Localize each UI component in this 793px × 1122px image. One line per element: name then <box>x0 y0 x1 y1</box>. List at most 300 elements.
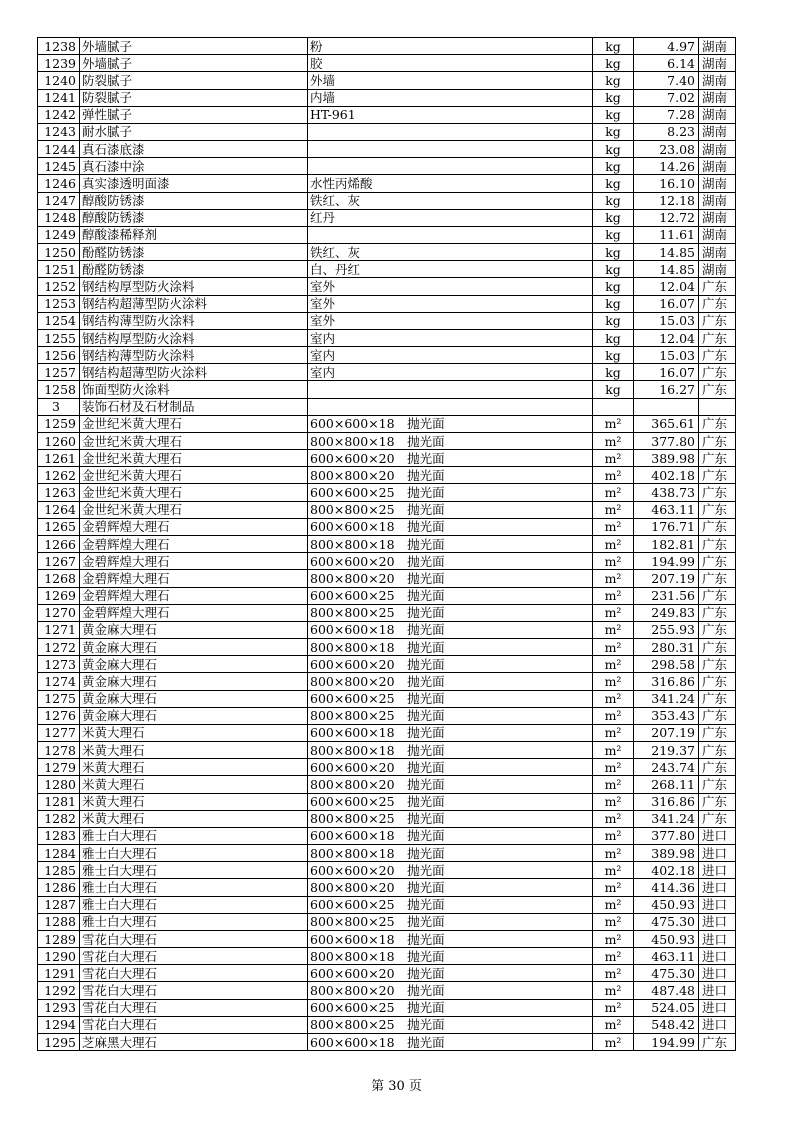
item-spec: 800×800×20 抛光面 <box>308 673 593 690</box>
item-region: 广东 <box>699 776 736 793</box>
item-name: 雪花白大理石 <box>80 999 308 1016</box>
table-row <box>38 535 736 552</box>
item-region: 进口 <box>699 827 736 844</box>
page-number: 第 30 页 <box>371 1079 422 1094</box>
item-name: 雅士白大理石 <box>80 845 308 862</box>
item-region: 进口 <box>699 1016 736 1033</box>
item-spec: 800×800×20 抛光面 <box>308 982 593 999</box>
item-name: 金世纪米黄大理石 <box>80 501 308 518</box>
table-row <box>38 175 736 192</box>
item-code: 1239 <box>38 55 80 72</box>
item-price: 316.86 <box>634 793 699 810</box>
table-row <box>38 244 736 261</box>
item-name: 金碧辉煌大理石 <box>80 518 308 535</box>
table-row <box>38 72 736 89</box>
item-price: 15.03 <box>634 347 699 364</box>
item-name: 雪花白大理石 <box>80 965 308 982</box>
item-code: 1281 <box>38 793 80 810</box>
table-row <box>38 570 736 587</box>
item-code: 1244 <box>38 141 80 158</box>
item-spec: 600×600×18 抛光面 <box>308 724 593 741</box>
item-unit: m² <box>593 896 634 913</box>
item-code: 1290 <box>38 948 80 965</box>
item-price: 487.48 <box>634 982 699 999</box>
item-code: 1261 <box>38 450 80 467</box>
item-price: 207.19 <box>634 570 699 587</box>
item-name: 黄金麻大理石 <box>80 656 308 673</box>
item-name: 黄金麻大理石 <box>80 707 308 724</box>
item-price: 14.26 <box>634 158 699 175</box>
item-name: 米黄大理石 <box>80 776 308 793</box>
item-code: 1252 <box>38 278 80 295</box>
item-unit: m² <box>593 913 634 930</box>
item-unit: m² <box>593 587 634 604</box>
table-row <box>38 793 736 810</box>
item-price: 16.10 <box>634 175 699 192</box>
item-unit: m² <box>593 982 634 999</box>
item-unit: m² <box>593 776 634 793</box>
item-code: 1277 <box>38 724 80 741</box>
item-price: 12.72 <box>634 209 699 226</box>
table-row <box>38 209 736 226</box>
table-row <box>38 432 736 449</box>
table-row <box>38 776 736 793</box>
item-name: 防裂腻子 <box>80 89 308 106</box>
item-region: 广东 <box>699 673 736 690</box>
table-row <box>38 467 736 484</box>
item-code: 1246 <box>38 175 80 192</box>
item-spec: 800×800×25 抛光面 <box>308 913 593 930</box>
table-row <box>38 930 736 947</box>
item-price <box>634 398 699 415</box>
item-spec: 800×800×20 抛光面 <box>308 879 593 896</box>
table-row <box>38 312 736 329</box>
item-name: 黄金麻大理石 <box>80 690 308 707</box>
item-region: 湖南 <box>699 226 736 243</box>
table-row <box>38 89 736 106</box>
item-spec: 水性丙烯酸 <box>308 175 593 192</box>
item-unit: m² <box>593 879 634 896</box>
item-code: 1265 <box>38 518 80 535</box>
item-unit: m² <box>593 570 634 587</box>
item-name: 黄金麻大理石 <box>80 621 308 638</box>
item-region: 广东 <box>699 484 736 501</box>
item-code: 1255 <box>38 329 80 346</box>
item-price: 6.14 <box>634 55 699 72</box>
table-row <box>38 501 736 518</box>
item-name: 饰面型防火涂料 <box>80 381 308 398</box>
item-unit: m² <box>593 759 634 776</box>
item-price: 176.71 <box>634 518 699 535</box>
item-name: 米黄大理石 <box>80 724 308 741</box>
table-row <box>38 587 736 604</box>
item-name: 米黄大理石 <box>80 810 308 827</box>
item-spec: 600×600×18 抛光面 <box>308 827 593 844</box>
item-region: 广东 <box>699 1033 736 1050</box>
item-name: 外墙腻子 <box>80 55 308 72</box>
item-spec: 800×800×18 抛光面 <box>308 535 593 552</box>
item-region: 广东 <box>699 707 736 724</box>
item-spec: 600×600×18 抛光面 <box>308 621 593 638</box>
item-name: 真实漆透明面漆 <box>80 175 308 192</box>
item-unit: m² <box>593 535 634 552</box>
item-code: 1286 <box>38 879 80 896</box>
item-price: 365.61 <box>634 415 699 432</box>
item-code: 1289 <box>38 930 80 947</box>
item-name: 黄金麻大理石 <box>80 639 308 656</box>
table-row <box>38 673 736 690</box>
item-code: 1270 <box>38 604 80 621</box>
item-price: 341.24 <box>634 690 699 707</box>
item-price: 7.28 <box>634 106 699 123</box>
item-unit: m² <box>593 518 634 535</box>
item-region: 广东 <box>699 381 736 398</box>
item-price: 402.18 <box>634 467 699 484</box>
item-name: 钢结构厚型防火涂料 <box>80 329 308 346</box>
item-code: 1275 <box>38 690 80 707</box>
item-unit: m² <box>593 501 634 518</box>
item-unit: m² <box>593 690 634 707</box>
item-name: 黄金麻大理石 <box>80 673 308 690</box>
item-unit: m² <box>593 467 634 484</box>
item-region: 广东 <box>699 518 736 535</box>
table-row <box>38 450 736 467</box>
table-row <box>38 965 736 982</box>
item-region: 进口 <box>699 879 736 896</box>
item-spec: 600×600×25 抛光面 <box>308 896 593 913</box>
item-spec: 600×600×20 抛光面 <box>308 450 593 467</box>
item-code: 1254 <box>38 312 80 329</box>
item-code: 1276 <box>38 707 80 724</box>
item-unit: kg <box>593 226 634 243</box>
item-code: 1284 <box>38 845 80 862</box>
item-price: 16.07 <box>634 295 699 312</box>
item-unit: m² <box>593 724 634 741</box>
table-row <box>38 381 736 398</box>
table-row <box>38 999 736 1016</box>
item-unit: m² <box>593 553 634 570</box>
item-region: 广东 <box>699 621 736 638</box>
item-code: 1268 <box>38 570 80 587</box>
item-name: 金世纪米黄大理石 <box>80 484 308 501</box>
item-name: 钢结构厚型防火涂料 <box>80 278 308 295</box>
item-spec: 600×600×18 抛光面 <box>308 415 593 432</box>
item-price: 11.61 <box>634 226 699 243</box>
item-name: 雪花白大理石 <box>80 1016 308 1033</box>
item-code: 1269 <box>38 587 80 604</box>
item-name: 金世纪米黄大理石 <box>80 450 308 467</box>
table-row <box>38 621 736 638</box>
item-spec: 800×800×25 抛光面 <box>308 707 593 724</box>
item-code: 1243 <box>38 123 80 140</box>
item-unit: m² <box>593 432 634 449</box>
item-price: 353.43 <box>634 707 699 724</box>
item-unit: m² <box>593 707 634 724</box>
item-code: 1287 <box>38 896 80 913</box>
item-name: 钢结构超薄型防火涂料 <box>80 364 308 381</box>
item-unit: kg <box>593 364 634 381</box>
item-spec: 600×600×25 抛光面 <box>308 793 593 810</box>
item-region: 湖南 <box>699 106 736 123</box>
item-unit: m² <box>593 999 634 1016</box>
item-region: 湖南 <box>699 141 736 158</box>
item-region: 进口 <box>699 982 736 999</box>
item-spec: 800×800×20 抛光面 <box>308 776 593 793</box>
item-spec: 内墙 <box>308 89 593 106</box>
item-region: 广东 <box>699 656 736 673</box>
item-region: 广东 <box>699 570 736 587</box>
item-price: 194.99 <box>634 553 699 570</box>
item-unit: m² <box>593 450 634 467</box>
item-region: 进口 <box>699 913 736 930</box>
item-name: 醇酸防锈漆 <box>80 209 308 226</box>
item-code: 1279 <box>38 759 80 776</box>
item-spec <box>308 381 593 398</box>
item-price: 194.99 <box>634 1033 699 1050</box>
item-spec: 室外 <box>308 312 593 329</box>
item-code: 1282 <box>38 810 80 827</box>
item-unit: kg <box>593 244 634 261</box>
item-name: 雪花白大理石 <box>80 982 308 999</box>
item-spec: 室内 <box>308 347 593 364</box>
item-name: 雅士白大理石 <box>80 879 308 896</box>
item-price: 389.98 <box>634 450 699 467</box>
item-unit: kg <box>593 123 634 140</box>
item-region: 广东 <box>699 312 736 329</box>
item-region: 湖南 <box>699 89 736 106</box>
item-code: 1294 <box>38 1016 80 1033</box>
item-code: 1250 <box>38 244 80 261</box>
item-spec: 600×600×25 抛光面 <box>308 587 593 604</box>
item-region: 湖南 <box>699 209 736 226</box>
item-code: 1245 <box>38 158 80 175</box>
table-row <box>38 639 736 656</box>
item-spec: 800×800×18 抛光面 <box>308 742 593 759</box>
item-unit: m² <box>593 604 634 621</box>
table-row <box>38 845 736 862</box>
item-unit: kg <box>593 38 634 55</box>
item-price: 450.93 <box>634 896 699 913</box>
item-region: 广东 <box>699 553 736 570</box>
item-name: 雪花白大理石 <box>80 930 308 947</box>
item-name: 米黄大理石 <box>80 742 308 759</box>
table-row <box>38 604 736 621</box>
item-spec: 外墙 <box>308 72 593 89</box>
item-price: 268.11 <box>634 776 699 793</box>
item-price: 414.36 <box>634 879 699 896</box>
item-name: 金世纪米黄大理石 <box>80 415 308 432</box>
item-code: 1293 <box>38 999 80 1016</box>
item-spec: 800×800×18 抛光面 <box>308 432 593 449</box>
item-spec: 600×600×18 抛光面 <box>308 1033 593 1050</box>
item-spec: 600×600×18 抛光面 <box>308 518 593 535</box>
item-name: 装饰石材及石材制品 <box>80 398 308 415</box>
item-price: 341.24 <box>634 810 699 827</box>
item-price: 14.85 <box>634 261 699 278</box>
table-row <box>38 226 736 243</box>
item-name: 米黄大理石 <box>80 793 308 810</box>
item-unit: m² <box>593 845 634 862</box>
item-price: 182.81 <box>634 535 699 552</box>
item-spec <box>308 141 593 158</box>
item-name: 雪花白大理石 <box>80 948 308 965</box>
item-name: 雅士白大理石 <box>80 862 308 879</box>
item-spec: 800×800×25 抛光面 <box>308 604 593 621</box>
item-region: 广东 <box>699 793 736 810</box>
table-row <box>38 347 736 364</box>
item-code: 1251 <box>38 261 80 278</box>
item-region: 广东 <box>699 810 736 827</box>
item-unit: m² <box>593 965 634 982</box>
item-unit: kg <box>593 55 634 72</box>
item-spec: 800×800×25 抛光面 <box>308 1016 593 1033</box>
item-spec: 白、丹红 <box>308 261 593 278</box>
item-price: 12.04 <box>634 329 699 346</box>
item-region: 湖南 <box>699 55 736 72</box>
item-unit: kg <box>593 89 634 106</box>
item-code: 1240 <box>38 72 80 89</box>
item-code: 1283 <box>38 827 80 844</box>
table-row <box>38 913 736 930</box>
item-region: 广东 <box>699 450 736 467</box>
table-row <box>38 656 736 673</box>
item-unit: kg <box>593 192 634 209</box>
item-spec: 600×600×20 抛光面 <box>308 656 593 673</box>
table-row <box>38 1016 736 1033</box>
item-code: 1258 <box>38 381 80 398</box>
item-unit: m² <box>593 639 634 656</box>
item-price: 231.56 <box>634 587 699 604</box>
item-price: 402.18 <box>634 862 699 879</box>
item-code: 1291 <box>38 965 80 982</box>
table-row <box>38 38 736 55</box>
item-name: 雅士白大理石 <box>80 896 308 913</box>
item-region: 进口 <box>699 845 736 862</box>
item-price: 316.86 <box>634 673 699 690</box>
item-spec: 600×600×25 抛光面 <box>308 690 593 707</box>
item-spec: 600×600×25 抛光面 <box>308 999 593 1016</box>
price-table <box>37 37 736 1051</box>
item-name: 防裂腻子 <box>80 72 308 89</box>
item-unit: kg <box>593 347 634 364</box>
table-row <box>38 982 736 999</box>
item-unit: kg <box>593 158 634 175</box>
item-unit: m² <box>593 1033 634 1050</box>
item-spec: 600×600×20 抛光面 <box>308 862 593 879</box>
item-price: 12.18 <box>634 192 699 209</box>
item-spec: 600×600×25 抛光面 <box>308 484 593 501</box>
item-name: 金世纪米黄大理石 <box>80 467 308 484</box>
item-unit: m² <box>593 810 634 827</box>
table-row <box>38 106 736 123</box>
item-region: 广东 <box>699 587 736 604</box>
item-spec <box>308 226 593 243</box>
table-row <box>38 484 736 501</box>
item-price: 4.97 <box>634 38 699 55</box>
item-region: 湖南 <box>699 72 736 89</box>
item-unit: kg <box>593 141 634 158</box>
item-code: 1247 <box>38 192 80 209</box>
item-spec: HT-961 <box>308 106 593 123</box>
item-name: 醇酸漆稀释剂 <box>80 226 308 243</box>
item-price: 377.80 <box>634 827 699 844</box>
item-spec <box>308 123 593 140</box>
item-name: 酚醛防锈漆 <box>80 261 308 278</box>
item-unit: m² <box>593 742 634 759</box>
item-price: 23.08 <box>634 141 699 158</box>
item-price: 15.03 <box>634 312 699 329</box>
item-code: 1253 <box>38 295 80 312</box>
item-region: 广东 <box>699 604 736 621</box>
item-unit: kg <box>593 381 634 398</box>
item-spec: 600×600×20 抛光面 <box>308 553 593 570</box>
table-row <box>38 55 736 72</box>
item-spec: 800×800×18 抛光面 <box>308 639 593 656</box>
table-row <box>38 690 736 707</box>
item-region: 广东 <box>699 690 736 707</box>
item-spec <box>308 158 593 175</box>
table-row <box>38 742 736 759</box>
item-unit: m² <box>593 793 634 810</box>
item-code: 3 <box>38 398 80 415</box>
item-name: 真石漆底漆 <box>80 141 308 158</box>
item-code: 1242 <box>38 106 80 123</box>
item-price: 16.07 <box>634 364 699 381</box>
item-price: 389.98 <box>634 845 699 862</box>
item-price: 475.30 <box>634 913 699 930</box>
table-row <box>38 192 736 209</box>
table-row <box>38 1033 736 1050</box>
item-name: 外墙腻子 <box>80 38 308 55</box>
item-unit: m² <box>593 656 634 673</box>
item-price: 450.93 <box>634 930 699 947</box>
item-code: 1273 <box>38 656 80 673</box>
item-code: 1295 <box>38 1033 80 1050</box>
item-price: 475.30 <box>634 965 699 982</box>
item-unit: m² <box>593 415 634 432</box>
item-price: 298.58 <box>634 656 699 673</box>
item-code: 1263 <box>38 484 80 501</box>
item-unit: m² <box>593 948 634 965</box>
item-price: 7.02 <box>634 89 699 106</box>
item-region: 广东 <box>699 278 736 295</box>
item-unit: kg <box>593 278 634 295</box>
item-code: 1238 <box>38 38 80 55</box>
item-region <box>699 398 736 415</box>
item-region: 广东 <box>699 501 736 518</box>
item-spec: 800×800×25 抛光面 <box>308 501 593 518</box>
item-region: 进口 <box>699 862 736 879</box>
item-price: 280.31 <box>634 639 699 656</box>
item-name: 芝麻黑大理石 <box>80 1033 308 1050</box>
item-region: 广东 <box>699 432 736 449</box>
item-name: 金碧辉煌大理石 <box>80 553 308 570</box>
item-unit: kg <box>593 106 634 123</box>
item-code: 1241 <box>38 89 80 106</box>
item-code: 1271 <box>38 621 80 638</box>
item-unit: kg <box>593 209 634 226</box>
item-code: 1264 <box>38 501 80 518</box>
item-code: 1262 <box>38 467 80 484</box>
item-name: 金碧辉煌大理石 <box>80 535 308 552</box>
item-spec: 800×800×20 抛光面 <box>308 570 593 587</box>
item-spec: 600×600×20 抛光面 <box>308 759 593 776</box>
item-price: 14.85 <box>634 244 699 261</box>
item-spec: 室内 <box>308 364 593 381</box>
item-code: 1259 <box>38 415 80 432</box>
section-row <box>38 398 736 415</box>
table-row <box>38 158 736 175</box>
